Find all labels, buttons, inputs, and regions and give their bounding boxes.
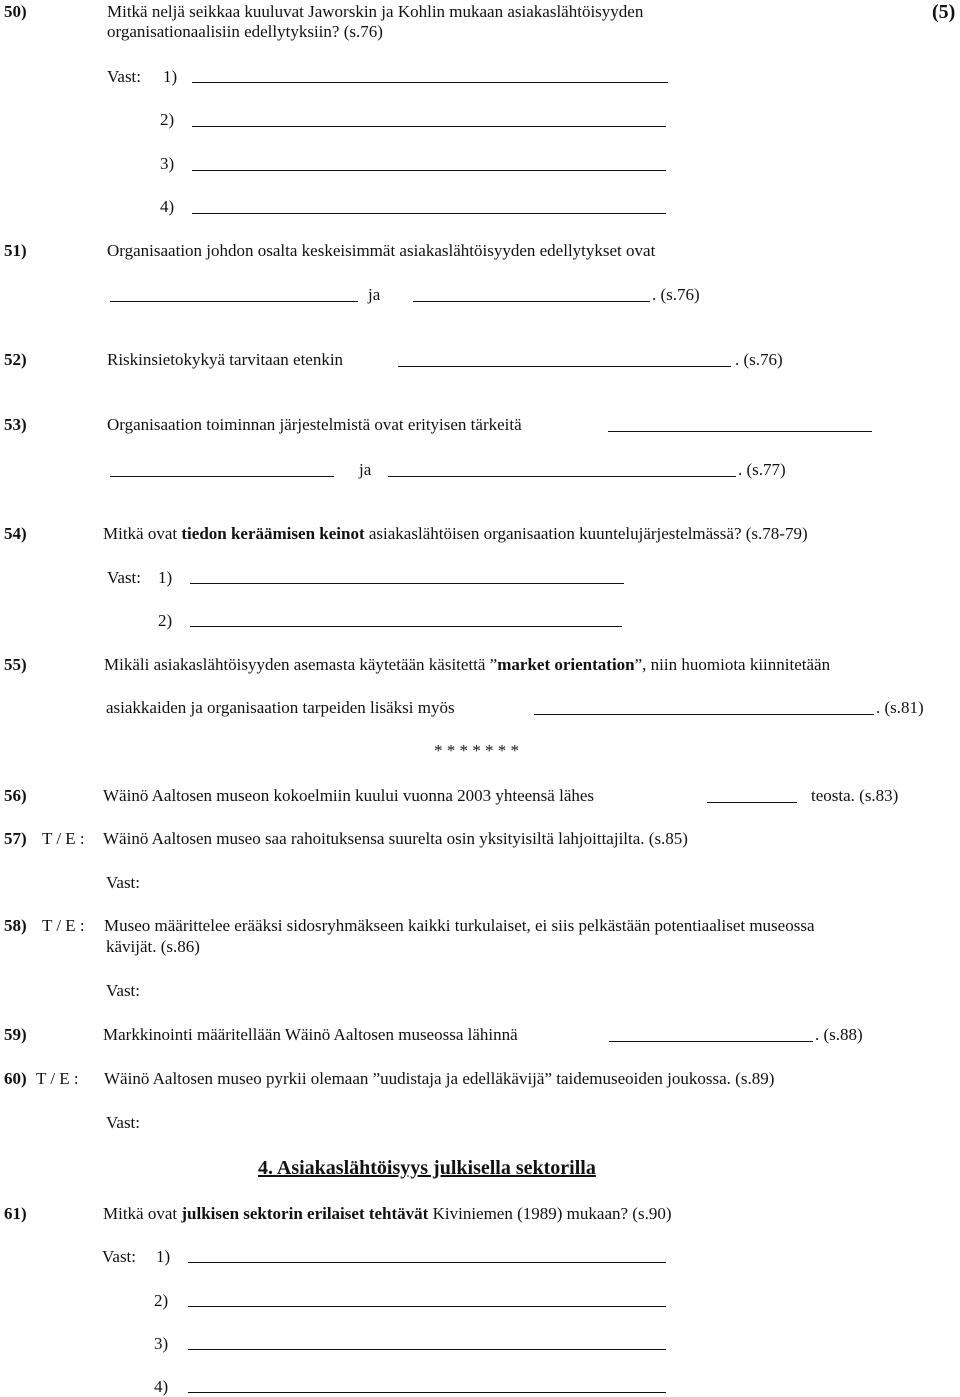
page-reference: . (s.76): [652, 285, 700, 304]
answer-item-number: 2): [158, 611, 173, 630]
question-text: Markkinointi määritellään Wäinö Aaltosen museossa lähinnä: [103, 1025, 518, 1044]
answer-blank[interactable]: [192, 126, 666, 127]
answer-item-number: 1): [158, 568, 173, 587]
page-reference: . (s.77): [738, 460, 786, 479]
question-text: Museo määrittelee erääksi sidosryhmäkseen kaikki turkulaiset, ei siis pelkästään potentiaaliset museossa: [104, 916, 815, 935]
answer-item-number: 1): [163, 67, 178, 86]
question-text: Organisaation toiminnan järjestelmistä ovat erityisen tärkeitä: [107, 415, 522, 434]
answer-label: Vast:: [106, 1113, 140, 1132]
question-number: 59): [4, 1025, 27, 1044]
question-number: 60): [4, 1069, 27, 1088]
connector-text: ja: [359, 460, 372, 479]
answer-label: Vast:: [107, 568, 141, 587]
question-text: Wäinö Aaltosen museo pyrkii olemaan ”uudistaja ja edelläkävijä” taidemuseoiden joukossa. (s.89): [104, 1069, 775, 1088]
question-number: 61): [4, 1204, 27, 1223]
question-number: 58): [4, 916, 27, 935]
answer-blank[interactable]: [534, 714, 874, 715]
true-false-label: T / E :: [36, 1069, 79, 1088]
answer-item-number: 4): [160, 197, 175, 216]
answer-blank[interactable]: [192, 170, 666, 171]
question-number: 50): [4, 2, 27, 21]
question-text: Mitkä ovat tiedon keräämisen keinot asiakaslähtöisen organisaation kuuntelujärjestelmässä? (s.78-79): [103, 524, 808, 543]
question-text: kävijät. (s.86): [106, 937, 200, 956]
question-text: Wäinö Aaltosen museo saa rahoituksensa suurelta osin yksityisiltä lahjoittajilta. (s.85): [103, 829, 688, 848]
answer-blank[interactable]: [609, 1041, 813, 1042]
answer-blank[interactable]: [188, 1262, 666, 1263]
answer-item-number: 4): [154, 1377, 169, 1396]
question-number: 56): [4, 786, 27, 805]
answer-blank[interactable]: [388, 476, 736, 477]
page-reference: . (s.81): [876, 698, 924, 717]
answer-blank[interactable]: [188, 1306, 666, 1307]
question-text: Wäinö Aaltosen museon kokoelmiin kuului vuonna 2003 yhteensä lähes: [103, 786, 595, 805]
answer-item-number: 2): [160, 110, 175, 129]
question-text: Mitkä ovat julkisen sektorin erilaiset tehtävät Kiviniemen (1989) mukaan? (s.90): [103, 1204, 672, 1223]
question-number: 54): [4, 524, 27, 543]
answer-blank[interactable]: [188, 1349, 666, 1350]
answer-blank[interactable]: [608, 431, 872, 432]
true-false-label: T / E :: [42, 829, 85, 848]
answer-item-number: 1): [156, 1247, 171, 1266]
answer-blank[interactable]: [707, 802, 797, 803]
answer-label: Vast:: [106, 873, 140, 892]
question-number: 55): [4, 655, 27, 674]
page-reference: . (s.76): [735, 350, 783, 369]
section-separator: * * * * * * *: [434, 741, 519, 760]
question-number: 52): [4, 350, 27, 369]
question-text: Organisaation johdon osalta keskeisimmät asiakaslähtöisyyden edellytykset ovat: [107, 241, 656, 260]
answer-blank[interactable]: [398, 366, 731, 367]
answer-blank[interactable]: [192, 82, 668, 83]
question-number: 57): [4, 829, 27, 848]
answer-label: Vast:: [107, 67, 141, 86]
answer-label: Vast:: [106, 981, 140, 1000]
points-label: (5): [932, 1, 956, 23]
answer-item-number: 3): [154, 1334, 169, 1353]
answer-blank[interactable]: [188, 1392, 666, 1393]
question-text: Mitkä neljä seikkaa kuuluvat Jaworskin ja Kohlin mukaan asiakaslähtöisyyden: [107, 2, 644, 21]
answer-item-number: 2): [154, 1291, 169, 1310]
question-text: Riskinsietokykyä tarvitaan etenkin: [107, 350, 344, 369]
section-heading: 4. Asiakaslähtöisyys julkisella sektorilla: [258, 1157, 596, 1179]
true-false-label: T / E :: [42, 916, 85, 935]
question-text: organisationaalisiin edellytyksiin? (s.76): [107, 22, 383, 41]
answer-blank[interactable]: [110, 301, 358, 302]
answer-blank[interactable]: [190, 626, 622, 627]
question-text: asiakkaiden ja organisaation tarpeiden lisäksi myös: [106, 698, 455, 717]
answer-label: Vast:: [102, 1247, 136, 1266]
answer-blank[interactable]: [110, 476, 334, 477]
connector-text: ja: [368, 285, 381, 304]
answer-blank[interactable]: [413, 301, 650, 302]
answer-blank[interactable]: [190, 583, 624, 584]
answer-item-number: 3): [160, 154, 175, 173]
question-number: 51): [4, 241, 27, 260]
question-text: Mikäli asiakaslähtöisyyden asemasta käytetään käsitettä ”market orientation”, niin huomiota kiinnitetään: [104, 655, 831, 674]
question-number: 53): [4, 415, 27, 434]
answer-blank[interactable]: [192, 213, 666, 214]
page-reference: teosta. (s.83): [811, 786, 899, 805]
page-reference: . (s.88): [815, 1025, 863, 1044]
